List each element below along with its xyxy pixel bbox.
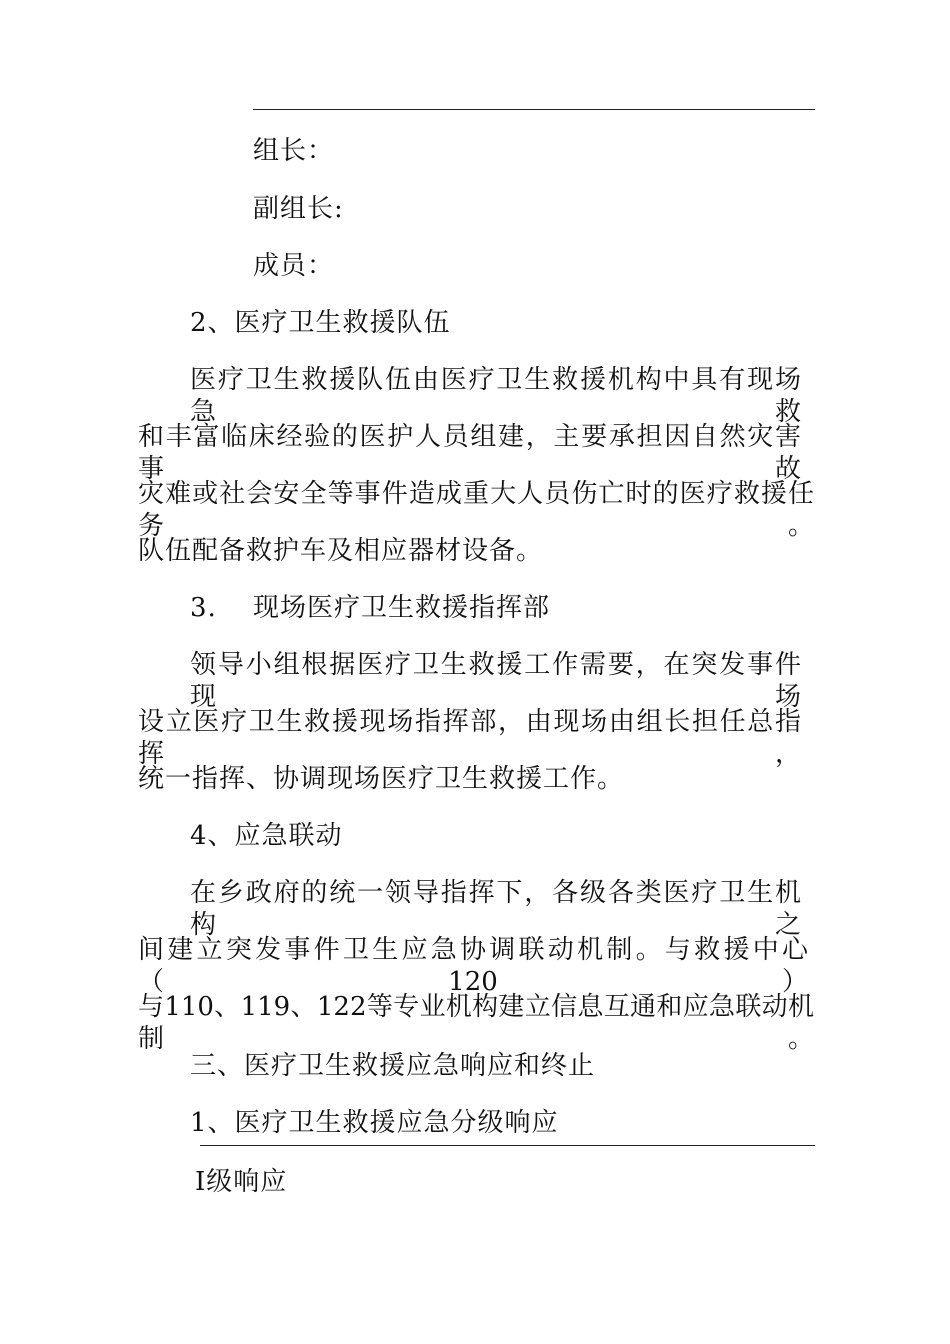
section-3-paragraph-line-2: 设立医疗卫生救援现场指挥部，由现场由组长担任总指挥， bbox=[138, 707, 802, 769]
section-3-title: 现场医疗卫生救援指挥部 bbox=[253, 593, 551, 623]
member-label: 成员： bbox=[253, 251, 335, 281]
part-3-heading: 三、医疗卫生救援应急响应和终止 bbox=[190, 1051, 596, 1081]
section-4-paragraph-line-2: 间建立突发事件卫生应急协调联动机制。与救援中心（120） bbox=[138, 935, 808, 997]
top-rule bbox=[253, 109, 815, 110]
section-2-paragraph-line-1: 医疗卫生救援队伍由医疗卫生救援机构中具有现场急救 bbox=[190, 365, 802, 427]
section-2-paragraph-line-2: 和丰富临床经验的医护人员组建，主要承担因自然灾害事故 bbox=[138, 422, 802, 484]
deputy-leader-label: 副组长: bbox=[253, 194, 344, 224]
section-4-heading: 4、应急联动 bbox=[190, 821, 343, 851]
bottom-rule bbox=[200, 1145, 815, 1146]
section-4-paragraph-line-3: 与110、119、122等专业机构建立信息互通和应急联动机制。 bbox=[138, 992, 814, 1054]
section-2-paragraph-line-3: 灾难或社会安全等事件造成重大人员伤亡时的医疗救援任务。 bbox=[138, 479, 814, 541]
section-3-paragraph-line-1: 领导小组根据医疗卫生救援工作需要，在突发事件现场 bbox=[190, 650, 802, 712]
section-3-number: 3. bbox=[190, 593, 217, 623]
section-2-paragraph-line-4: 队伍配备救护车及相应器材设备。 bbox=[138, 536, 544, 566]
part-3-section-1-heading: 1、医疗卫生救援应急分级响应 bbox=[190, 1108, 559, 1138]
level-1-response-label: Ⅰ级响应 bbox=[195, 1167, 288, 1197]
section-3-paragraph-line-3: 统一指挥、协调现场医疗卫生救援工作。 bbox=[138, 764, 625, 794]
leader-label: 组长： bbox=[253, 136, 335, 166]
section-2-heading: 2、医疗卫生救援队伍 bbox=[190, 308, 451, 338]
section-4-paragraph-line-1: 在乡政府的统一领导指挥下，各级各类医疗卫生机构之 bbox=[190, 878, 802, 940]
